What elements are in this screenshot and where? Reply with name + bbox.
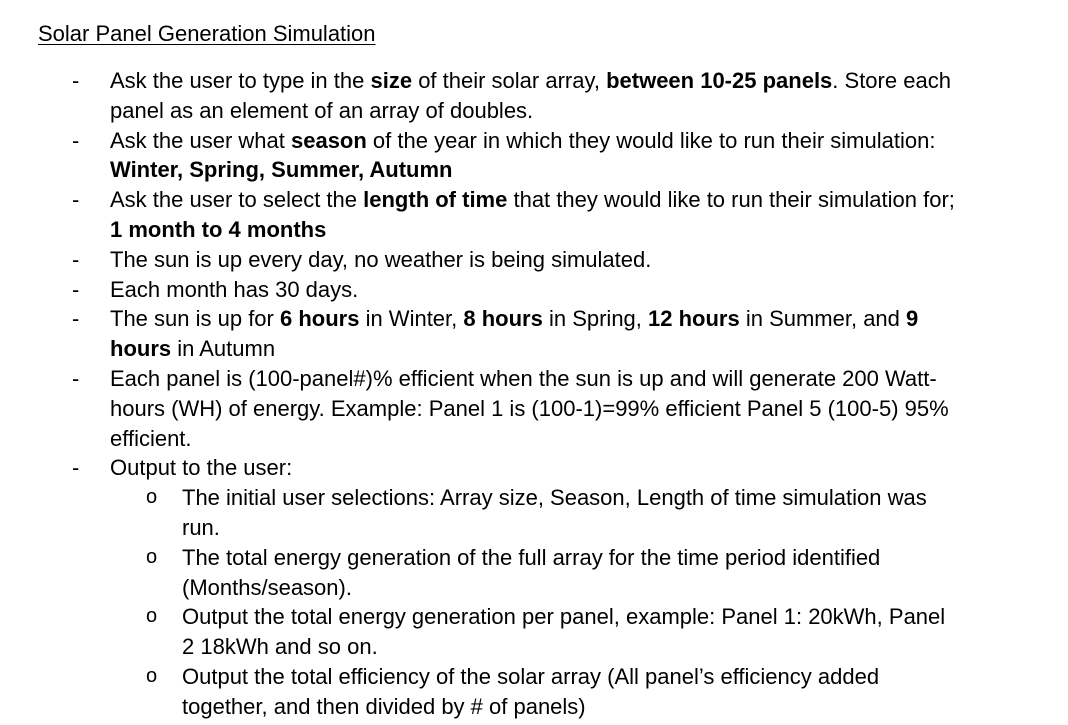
bullet-dash-icon: - — [72, 68, 80, 93]
list-item-text — [110, 455, 292, 480]
list-item — [0, 304, 970, 364]
sub-list-item — [0, 662, 957, 722]
emphasis-text: 12 hours — [648, 306, 740, 332]
bullet-circle-icon: o — [146, 486, 158, 509]
list-item-text — [110, 247, 651, 272]
list-item-text — [110, 128, 935, 183]
bullet-circle-icon: o — [146, 605, 158, 628]
sub-list-item-text: Output the total energy generation per panel, example: Panel 1: 20kWh, Panel 2 18kWh and so on. — [182, 604, 946, 660]
bullet-dash-icon: - — [72, 365, 80, 391]
emphasis-text: size — [370, 68, 413, 93]
bullet-dash-icon: - — [72, 455, 80, 481]
list-item-text — [110, 187, 955, 242]
body-text: of their solar array, — [412, 68, 607, 93]
emphasis-text: season — [290, 127, 367, 153]
body-text: The sun is up every day, no weather is being simulated. — [110, 246, 652, 272]
body-text: . Store each panel as an element of an array of doubles. — [110, 68, 951, 123]
list-item-text — [110, 277, 358, 302]
bullet-dash-icon: - — [72, 306, 80, 332]
sub-list-item — [0, 602, 957, 662]
list-item — [0, 453, 970, 483]
body-text: in Spring, — [542, 306, 649, 332]
body-text: The sun is up for — [110, 306, 280, 332]
list-item — [0, 185, 970, 245]
body-text: Output to the user: — [110, 455, 293, 481]
list-item — [0, 126, 970, 186]
sub-list-item — [0, 483, 957, 543]
list-item-text — [110, 306, 918, 361]
list-item — [0, 275, 970, 305]
body-text: in Summer, and — [739, 306, 907, 332]
emphasis-text: 9 hours — [110, 306, 919, 362]
bullet-dash-icon: - — [72, 187, 80, 213]
emphasis-text: 8 hours — [463, 306, 543, 332]
document-title: Solar Panel Generation Simulation — [38, 21, 376, 46]
list-item — [0, 66, 970, 126]
body-text: of the year in which they would like to run their simulation: — [366, 127, 936, 153]
sub-list-item — [0, 543, 957, 603]
list-item-text — [110, 68, 951, 123]
emphasis-text: 6 hours — [279, 306, 360, 332]
body-text: that they would like to run their simulation for; — [507, 187, 955, 213]
requirements-list — [0, 66, 1068, 722]
bullet-dash-icon: - — [72, 276, 80, 302]
cut-off-previous-line — [226, 0, 706, 2]
list-item-text — [110, 366, 949, 451]
emphasis-text: Winter, Spring, Summer, Autumn — [110, 157, 453, 183]
sub-list-item-text: Output the total efficiency of the solar array (All panel’s efficiency added together, and then divided by # of panels) — [182, 663, 880, 719]
sub-list-item-text: The total energy generation of the full array for the time period identified (Months/season). — [182, 544, 881, 600]
body-text: in Autumn — [171, 336, 276, 362]
emphasis-text: 1 month to 4 months — [110, 216, 327, 242]
sub-list-item-text: The initial user selections: Array size, Season, Length of time simulation was run. — [182, 485, 927, 540]
body-text: Each month has 30 days. — [110, 276, 359, 302]
body-text: Ask the user to select the — [110, 187, 364, 213]
bullet-dash-icon: - — [72, 127, 80, 153]
body-text: Each panel is (100-panel#)% efficient when the sun is up and will generate 200 Watt-hours (WH) of energy. Example: Panel 1 is (100-1)=99% efficient Panel 5 (100-5) 95% efficient. — [110, 365, 949, 451]
list-item — [0, 245, 970, 275]
body-text: Ask the user what — [110, 127, 291, 153]
body-text: Ask the user to type in the — [110, 68, 371, 93]
bullet-circle-icon: o — [146, 664, 158, 687]
list-item — [0, 364, 970, 453]
body-text: in Winter, — [359, 306, 464, 332]
bullet-dash-icon: - — [72, 246, 80, 272]
emphasis-text: length of time — [363, 187, 508, 213]
emphasis-text: between 10-25 panels — [606, 68, 833, 93]
bullet-circle-icon: o — [146, 545, 158, 568]
